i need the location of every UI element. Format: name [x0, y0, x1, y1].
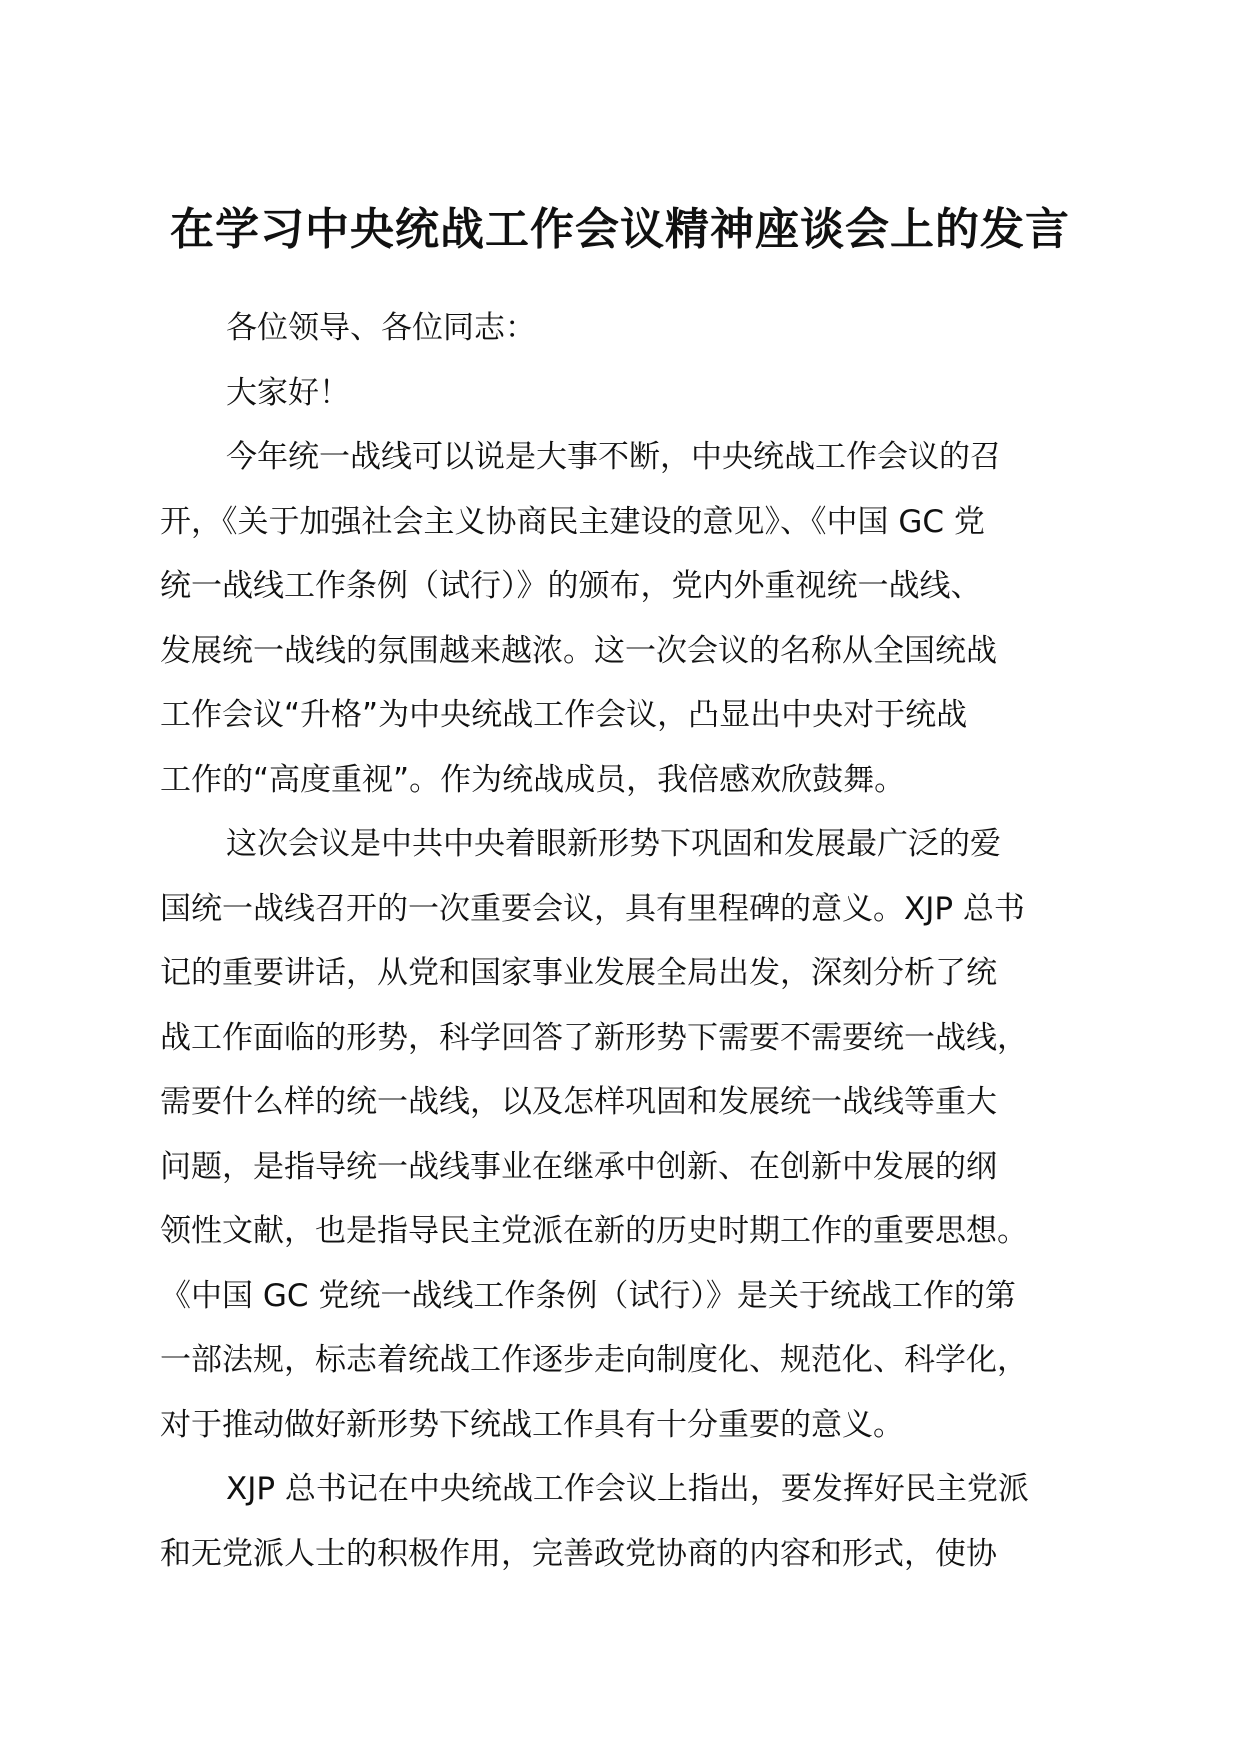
- text-line: 统一战线工作条例（试行）》的颁布，党内外重视统一战线、: [160, 568, 982, 604]
- text-line: 和无党派人士的积极作用，完善政党协商的内容和形式，使协: [160, 1535, 997, 1572]
- document-body: [160, 296, 1120, 1586]
- paragraph: [160, 361, 1120, 426]
- paragraph: [160, 812, 1120, 1457]
- paragraph: [160, 296, 1120, 361]
- text-line: 国统一战线召开的一次重要会议，具有里程碑的意义。XJP 总书: [160, 890, 1025, 927]
- paragraph: [160, 425, 1120, 812]
- text-line: 记的重要讲话，从党和国家事业发展全局出发，深刻分析了统: [160, 955, 997, 991]
- text-line: 需要什么样的统一战线，以及怎样巩固和发展统一战线等重大: [160, 1084, 997, 1120]
- text-line: 对于推动做好新形势下统战工作具有十分重要的意义。: [160, 1406, 904, 1443]
- text-line: 开，《关于加强社会主义协商民主建设的意见》、《中国 GC 党: [160, 503, 985, 540]
- document-title: 在学习中央统战工作会议精神座谈会上的发言: [170, 204, 1070, 255]
- text-line: 战工作面临的形势，科学回答了新形势下需要不需要统一战线，: [160, 1019, 1028, 1056]
- text-line: 工作的“高度重视”。作为统战成员，我倍感欢欣鼓舞。: [160, 761, 906, 798]
- text-line: 《中国 GC 党统一战线工作条例（试行）》是关于统战工作的第: [160, 1277, 1016, 1314]
- text-line: 领性文献，也是指导民主党派在新的历史时期工作的重要思想。: [160, 1213, 1028, 1249]
- text-line: 这次会议是中共中央着眼新形势下巩固和发展最广泛的爱: [226, 826, 1001, 862]
- text-line: 工作会议“升格”为中央统战工作会议，凸显出中央对于统战: [160, 697, 968, 733]
- text-line: 发展统一战线的氛围越来越浓。这一次会议的名称从全国统战: [160, 632, 997, 669]
- text-line: 大家好！: [226, 374, 350, 411]
- text-line: 今年统一战线可以说是大事不断，中央统战工作会议的召: [226, 439, 1001, 475]
- text-line: XJP 总书记在中央统战工作会议上指出，要发挥好民主党派: [226, 1471, 1029, 1507]
- text-line: 一部法规，标志着统战工作逐步走向制度化、规范化、科学化，: [160, 1342, 1028, 1378]
- paragraph: [160, 1457, 1120, 1586]
- text-line: 问题，是指导统一战线事业在继承中创新、在创新中发展的纲: [160, 1148, 997, 1185]
- text-line: 各位领导、各位同志：: [226, 310, 536, 346]
